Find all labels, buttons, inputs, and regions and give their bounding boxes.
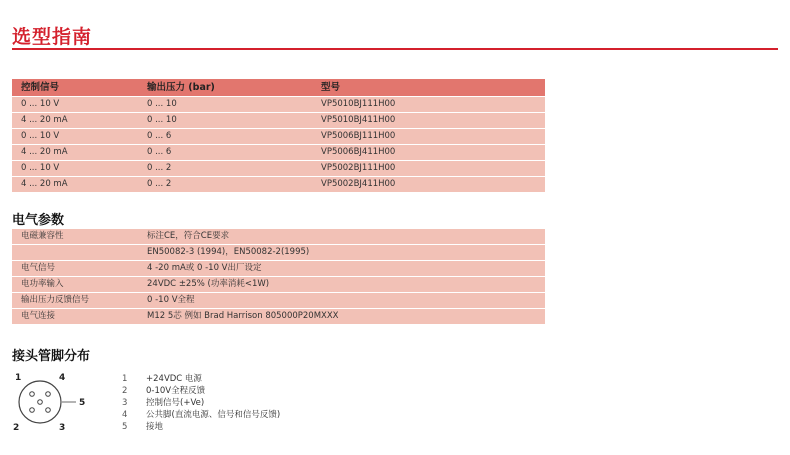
output-pressure-cell: 0 ... 2 [138, 161, 312, 177]
control-signal-cell: 4 ... 20 mA [12, 177, 138, 193]
pin-label-5: 5 [79, 398, 86, 408]
model-cell: VP5010BJ411H00 [312, 113, 545, 129]
selection-table [12, 79, 545, 192]
pin-label-3: 3 [59, 423, 66, 432]
param-value: EN50082-3 (1994)，EN50082-2(1995) [138, 245, 545, 261]
model-cell: VP5006BJ411H00 [312, 145, 545, 161]
table-row [12, 277, 545, 293]
table-row [12, 161, 545, 177]
param-label: 电功率输入 [12, 277, 138, 293]
control-signal-cell: 0 ... 10 V [12, 161, 138, 177]
param-value: M12 5芯 例如 Brad Harrison 805000P20MXXX [138, 309, 545, 325]
param-label: 电气信号 [12, 261, 138, 277]
electrical-section-title: 电气参数 [12, 213, 65, 228]
param-value: 4 -20 mA或 0 -10 V出厂设定 [138, 261, 545, 277]
model-cell: VP5010BJ111H00 [312, 97, 545, 113]
param-label: 输出压力反馈信号 [12, 293, 138, 309]
table-row [12, 97, 545, 113]
pin-number: 4 [122, 410, 128, 420]
param-value: 24VDC ±25% (功率消耗<1W) [138, 277, 545, 293]
pin-description: +24VDC 电源 [146, 374, 202, 384]
model-cell: VP5006BJ111H00 [312, 129, 545, 145]
param-label: 电气连接 [12, 309, 138, 325]
pin-description: 0-10V全程反馈 [146, 386, 206, 396]
output-pressure-cell: 0 ... 10 [138, 97, 312, 113]
model-cell: VP5002BJ411H00 [312, 177, 545, 193]
page-title: 选型指南 [12, 26, 93, 48]
control-signal-cell: 4 ... 20 mA [12, 145, 138, 161]
table-row [12, 177, 545, 193]
table-row [12, 261, 545, 277]
table-header-row [12, 79, 545, 97]
pin-2 [30, 408, 35, 413]
electrical-table [12, 228, 545, 324]
param-value: 标注CE，符合CE要求 [138, 229, 545, 245]
output-pressure-cell: 0 ... 10 [138, 113, 312, 129]
pin-description: 控制信号(+Ve) [146, 398, 205, 408]
pin-3 [46, 408, 51, 413]
pin-number: 3 [122, 398, 128, 408]
header-model: 型号 [312, 79, 545, 97]
pin-1 [30, 392, 35, 397]
pin-label-2: 2 [13, 423, 20, 432]
param-label: 电磁兼容性 [12, 229, 138, 245]
model-cell: VP5002BJ111H00 [312, 161, 545, 177]
pin-label-4: 4 [59, 373, 66, 383]
pin-4 [46, 392, 51, 397]
list-item [122, 385, 280, 397]
table-row [12, 245, 545, 261]
pin-description-list [122, 373, 280, 433]
list-item [122, 397, 280, 409]
list-item [122, 421, 280, 433]
output-pressure-cell: 0 ... 6 [138, 129, 312, 145]
param-label [12, 245, 138, 261]
header-control-signal: 控制信号 [12, 79, 138, 97]
header-output-pressure: 输出压力 (bar) [138, 79, 312, 97]
title-divider [12, 48, 778, 50]
pin-number: 5 [122, 422, 128, 432]
pin-label-1: 1 [15, 373, 22, 383]
pin-number: 1 [122, 374, 128, 384]
pin-description: 接地 [146, 422, 164, 432]
param-value: 0 -10 V全程 [138, 293, 545, 309]
table-row [12, 293, 545, 309]
table-row [12, 145, 545, 161]
output-pressure-cell: 0 ... 2 [138, 177, 312, 193]
pin-5 [38, 400, 43, 405]
control-signal-cell: 0 ... 10 V [12, 129, 138, 145]
m12-connector-diagram [10, 370, 90, 432]
control-signal-cell: 4 ... 20 mA [12, 113, 138, 129]
connector-outline [19, 381, 61, 423]
output-pressure-cell: 0 ... 6 [138, 145, 312, 161]
table-row [12, 113, 545, 129]
list-item [122, 373, 280, 385]
list-item [122, 409, 280, 421]
pin-section-title: 接头管脚分布 [12, 349, 91, 364]
table-row [12, 229, 545, 245]
table-row [12, 129, 545, 145]
pin-description: 公共脚(直流电源、信号和信号反馈) [146, 410, 281, 420]
pin-number: 2 [122, 386, 128, 396]
table-row [12, 309, 545, 325]
control-signal-cell: 0 ... 10 V [12, 97, 138, 113]
